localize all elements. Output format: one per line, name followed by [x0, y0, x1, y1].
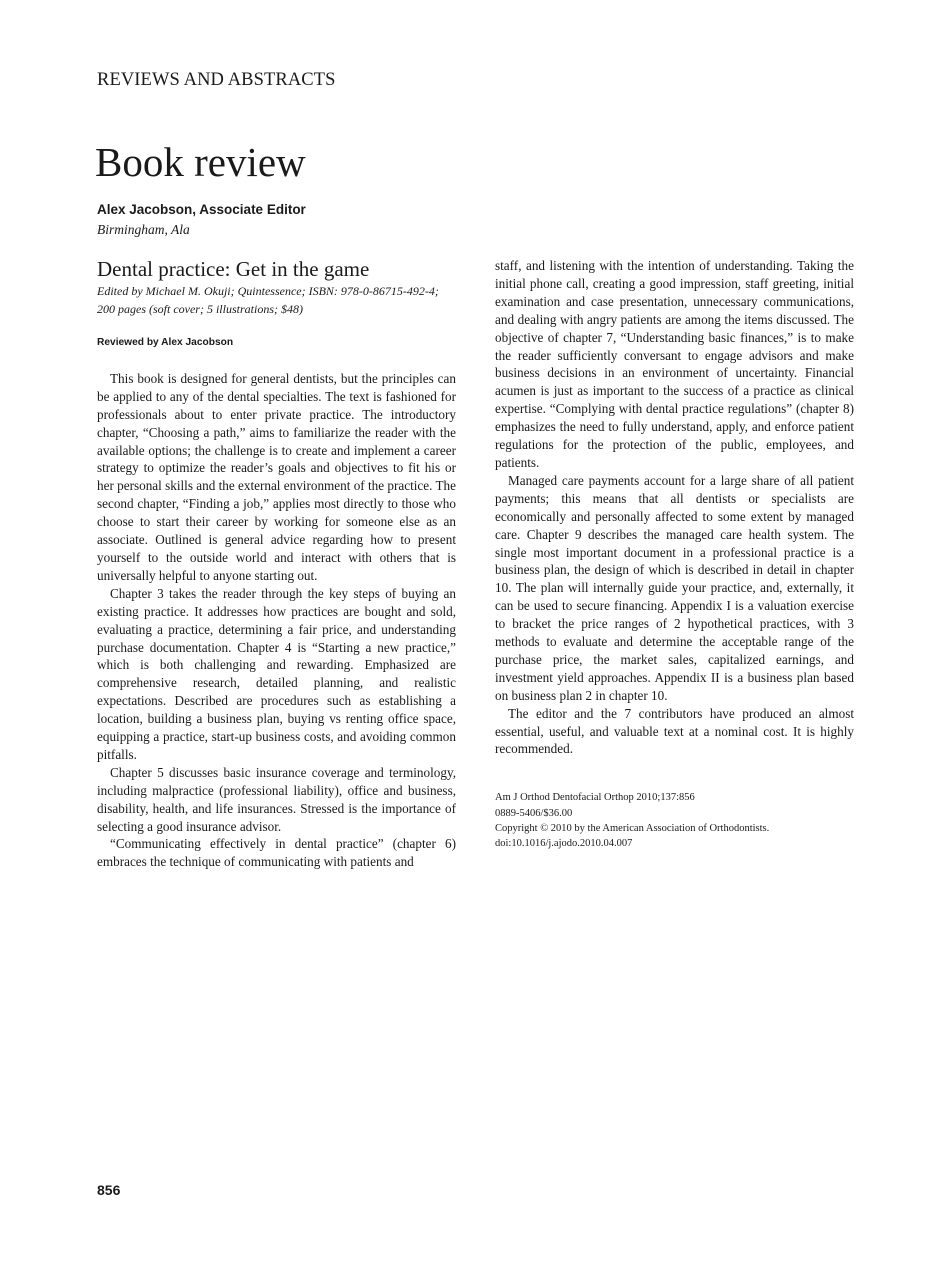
body-paragraph: This book is designed for general dentists, but the principles can be applied to any of the dental specialties. The text is fashioned for professionals about to enter private practice. The introductory chapter, “Choosing a path,” aims to familiarize the reader with the available options; the challenge is to create and implement a career strategy to optimize the reader’s goals and objectives to fit his or her personal skills and the external environment of the practice. The second chapter, “Finding a job,” applies most directly to those who choose to start their career by working for someone else as an associate. Outlined is general advice regarding how to present yourself to the outside world and interact with others that is universally helpful to anyone starting out.: [97, 370, 456, 583]
citation-issn: 0889-5406/$36.00: [495, 807, 573, 819]
body-paragraph: Managed care payments account for a large share of all patient payments; this means that all dentists or specialists are economically and personally affected to some extent by managed care. Chapter 9 describes the managed care health system. The single most important document in a professional practice is a business plan, the design of which is described in detail in chapter 10. The plan will internally guide your practice, and, externally, it can be used to secure financing. Appendix I is a valuation exercise to bracket the price ranges of 2 hypothetical practices, with 3 methods to evaluate and determine the acceptable range of the purchase price, the market sales, capitalized earnings, and investment yield approaches. Appendix II is a business plan based on business plan 2 in chapter 10.: [495, 472, 854, 703]
editor-name: Alex Jacobson, Associate Editor: [97, 202, 306, 217]
book-title: Dental practice: Get in the game: [97, 257, 370, 281]
citation-copyright: Copyright © 2010 by the American Association of Orthodontists.: [495, 822, 770, 834]
body-paragraph: staff, and listening with the intention of understanding. Taking the initial phone call, creating a good impression, staff greeting, initial examination and case presentation, unnecessary communications, and dealing with angry patients are among the items discussed. The objective of chapter 7, “Understanding basic finances,” is to make the reader sufficiently conversant to engage advisors and make business decisions in an environment of uncertainty. Financial acumen is just as important to the success of a practice as clinical expertise. “Complying with dental practice regulations” (chapter 8) emphasizes the need to fully understand, apply, and enforce patient regulations for the protection of the public, employees, and patients.: [495, 258, 854, 470]
citation-doi: doi:10.1016/j.ajodo.2010.04.007: [495, 838, 633, 850]
section-label: REVIEWS AND ABSTRACTS: [97, 70, 336, 90]
body-paragraph: Chapter 3 takes the reader through the key steps of buying an existing practice. It addresses how practices are bought and sold, evaluating a practice, determining a fair price, and understanding purchase documentation. Chapter 4 is “Starting a new practice,” which is both challenging and rewarding. Emphasized are comprehensive research, detailed planning, and realistic expectations. Described are procedures such as establishing a location, building a business plan, buying vs renting office space, equipping a practice, start-up business costs, and avoiding common pitfalls.: [97, 585, 456, 762]
body-paragraph: The editor and the 7 contributors have produced an almost essential, useful, and valuable text at a nominal cost. It is highly recommended.: [495, 705, 854, 757]
page-number: 856: [97, 1182, 121, 1198]
body-paragraph: “Communicating effectively in dental practice” (chapter 6) embraces the technique of communicating with patients and: [97, 836, 456, 870]
page-title: Book review: [95, 139, 306, 185]
body-paragraph: Chapter 5 discusses basic insurance coverage and terminology, including malpractice (professional liability), office and business, disability, health, and life insurances. Stressed is the importance of selecting a good insurance advisor.: [97, 764, 456, 834]
right-column: [495, 257, 854, 852]
citation-block: [495, 790, 854, 851]
editor-location: Birmingham, Ala: [97, 222, 190, 237]
book-meta: Edited by Michael M. Okuji; Quintessence; ISBN: 978-0-86715-492-4; 200 pages (soft cover; 5 illustrations; $48): [97, 284, 439, 316]
reviewer-line: Reviewed by Alex Jacobson: [97, 337, 234, 348]
citation-journal: Am J Orthod Dentofacial Orthop 2010;137:856: [495, 792, 695, 804]
left-column: [97, 256, 456, 871]
